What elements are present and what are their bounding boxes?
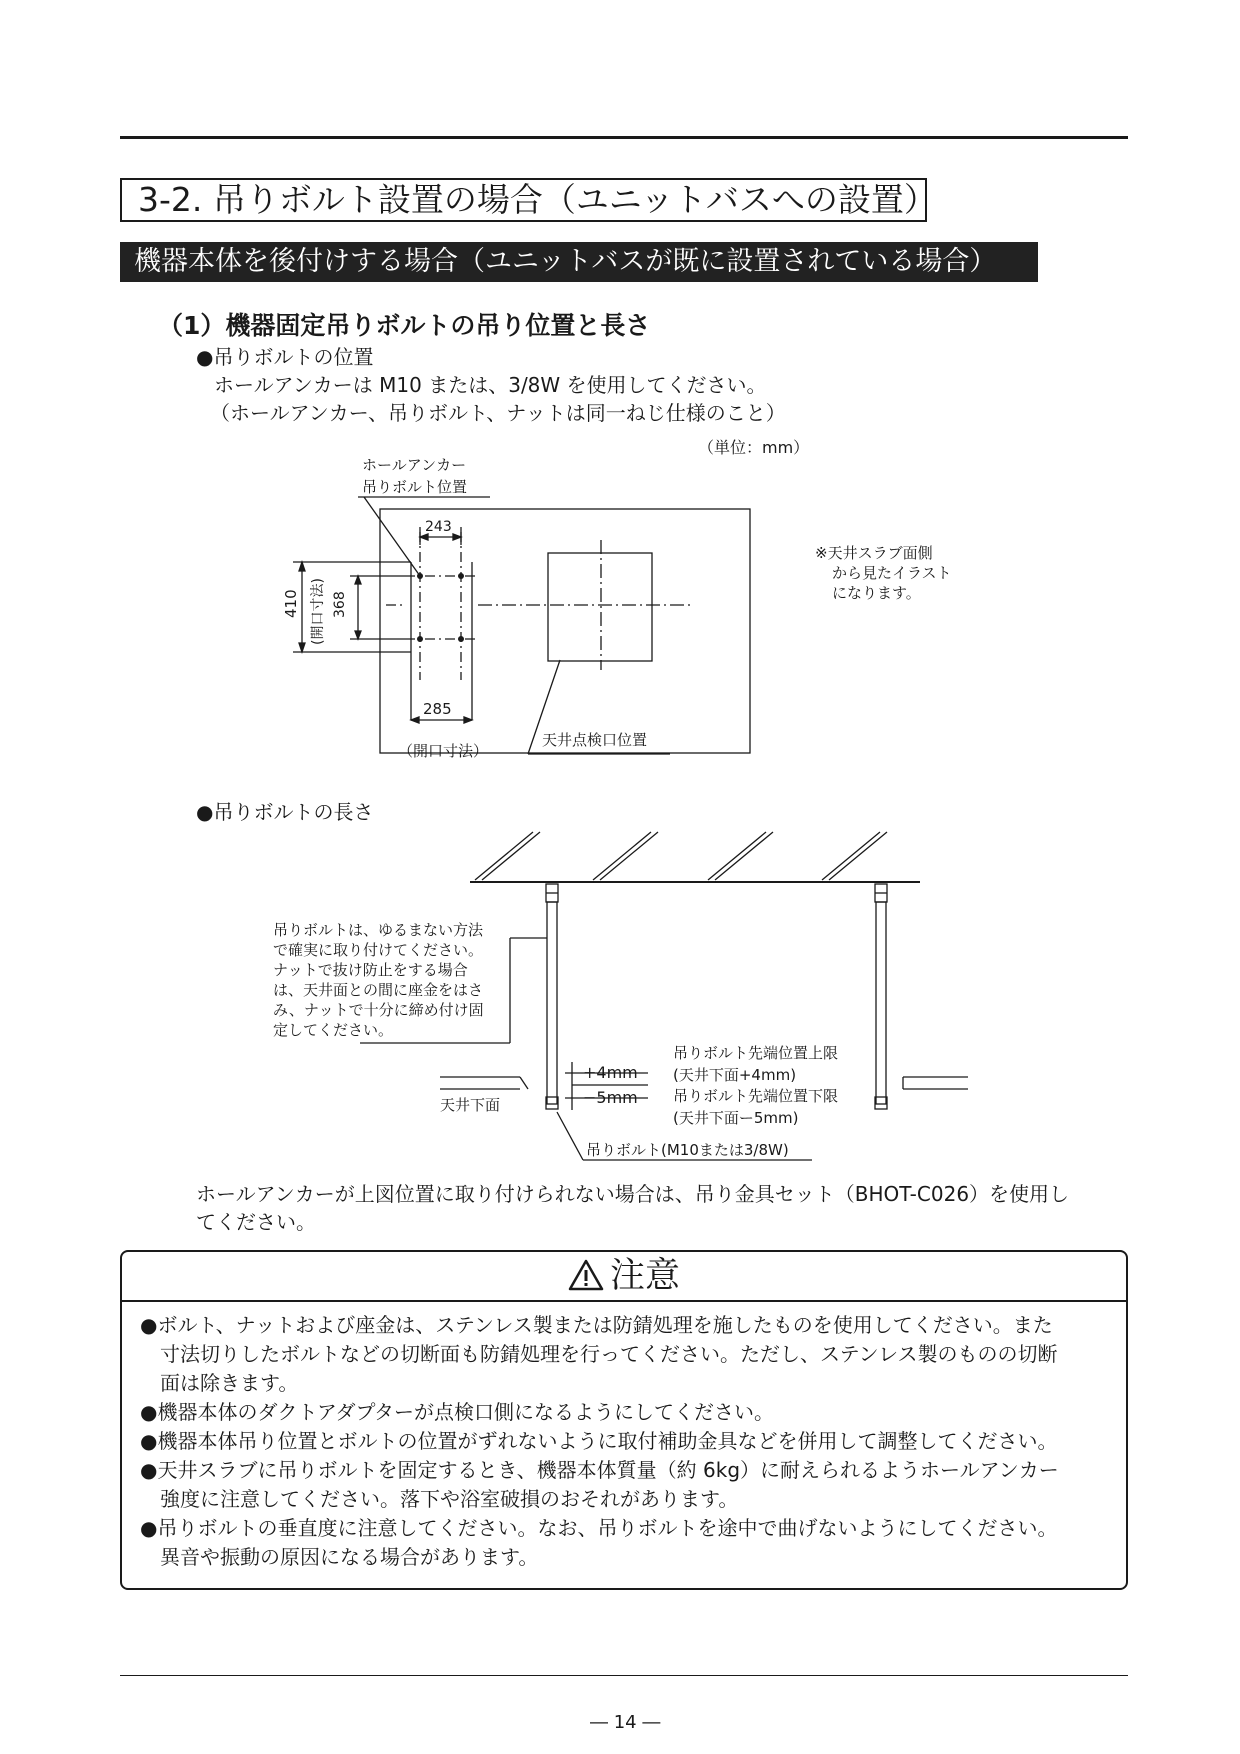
- caution-header: [122, 1252, 1126, 1302]
- caution-item-3: ●機器本体吊り位置とボルトの位置がずれないように取付補助金具などを併用して調整してください。: [140, 1429, 1058, 1453]
- plus4-label: +4mm: [583, 1063, 638, 1082]
- bolt-position-line2: （ホールアンカー、吊りボルト、ナットは同一ねじ仕様のこと）: [210, 401, 786, 425]
- dim-open-vertical: (開口寸法): [310, 578, 326, 645]
- upper-limit-2: (天井下面+4mm): [673, 1066, 797, 1084]
- page-number: ― 14 ―: [590, 1712, 661, 1733]
- lower-limit-1: 吊りボルト先端位置下限: [673, 1087, 839, 1105]
- note-para-line1: ホールアンカーが上図位置に取り付けられない場合は、吊り金具セット（BHOT-C026）を使用し: [196, 1182, 1070, 1206]
- bolt-label: 吊りボルト(M10または3/8W): [586, 1141, 789, 1159]
- view-note-1: ※天井スラブ面側: [815, 544, 933, 562]
- caution-item-5-line1: ●吊りボルトの垂直度に注意してください。なお、吊りボルトを途中で曲げないようにしてください。: [140, 1516, 1058, 1540]
- note-line-6: 定してください。: [273, 1021, 394, 1039]
- caution-item-1-line3: 面は除きます。: [160, 1371, 299, 1395]
- bottom-rule: [120, 1675, 1128, 1676]
- dim-285: 285: [423, 700, 452, 718]
- unit-label: （単位：mm）: [698, 438, 810, 457]
- upper-limit-1: 吊りボルト先端位置上限: [673, 1044, 839, 1062]
- ceiling-label: 天井下面: [440, 1096, 501, 1114]
- anchor-label-2: 吊りボルト位置: [362, 478, 468, 496]
- minus5-label: −5mm: [583, 1088, 638, 1107]
- bolt-position-diagram: [0, 0, 1240, 780]
- warning-icon: [568, 1259, 604, 1291]
- note-line-5: み、ナットで十分に締め付け固: [273, 1001, 484, 1019]
- lower-limit-2: (天井下面ー5mm): [673, 1109, 799, 1127]
- anchor-label-1: ホールアンカー: [362, 456, 467, 474]
- subsection-title: 機器本体を後付けする場合（ユニットバスが既に設置されている場合）: [120, 242, 1038, 282]
- note-line-4: は、天井面との間に座金をはさ: [273, 981, 484, 999]
- caution-item-4-line2: 強度に注意してください。落下や浴室破損のおそれがあります。: [160, 1487, 739, 1511]
- caution-item-1-line2: 寸法切りしたボルトなどの切断面も防錆処理を行ってください。ただし、ステンレス製のものの切断: [160, 1342, 1058, 1366]
- bolt-length-bullet: ●吊りボルトの長さ: [196, 800, 374, 824]
- inspection-opening: [548, 553, 652, 661]
- note-line-1: 吊りボルトは、ゆるまない方法: [273, 921, 484, 939]
- bolt-length-diagram: [0, 820, 1240, 1170]
- heading: （1）機器固定吊りボルトの吊り位置と長さ: [158, 311, 651, 340]
- inspection-label: 天井点検口位置: [542, 731, 648, 749]
- caution-title: 注意: [609, 1256, 680, 1296]
- caution-item-4-line1: ●天井スラブに吊りボルトを固定するとき、機器本体質量（約 6kg）に耐えられるようホールアンカー: [140, 1458, 1059, 1482]
- note-line-3: ナットで抜け防止をする場合: [273, 961, 468, 979]
- caution-box: [120, 1250, 1128, 1590]
- caution-item-5-line2: 異音や振動の原因になる場合があります。: [160, 1545, 539, 1569]
- note-line-2: で確実に取り付けてください。: [273, 941, 484, 959]
- note-para-line2: てください。: [196, 1210, 316, 1234]
- dim-368: 368: [332, 591, 348, 618]
- dim-243: 243: [425, 519, 452, 535]
- dim-open-horizontal: （開口寸法）: [398, 742, 489, 760]
- caution-item-2: ●機器本体のダクトアダプターが点検口側になるようにしてください。: [140, 1400, 775, 1424]
- bolt-position-bullet: ●吊りボルトの位置: [196, 345, 374, 369]
- dim-410: 410: [282, 589, 300, 618]
- view-note-2: から見たイラスト: [832, 564, 952, 582]
- section-title: 3-2. 吊りボルト設置の場合（ユニットバスへの設置）: [120, 178, 927, 222]
- caution-item-1-line1: ●ボルト、ナットおよび座金は、ステンレス製または防錆処理を施したものを使用してください。また: [140, 1313, 1053, 1337]
- bolt-position-line1: ホールアンカーは M10 または、3/8W を使用してください。: [214, 373, 767, 397]
- view-note-3: になります。: [832, 584, 921, 602]
- bolt-points: [417, 573, 464, 642]
